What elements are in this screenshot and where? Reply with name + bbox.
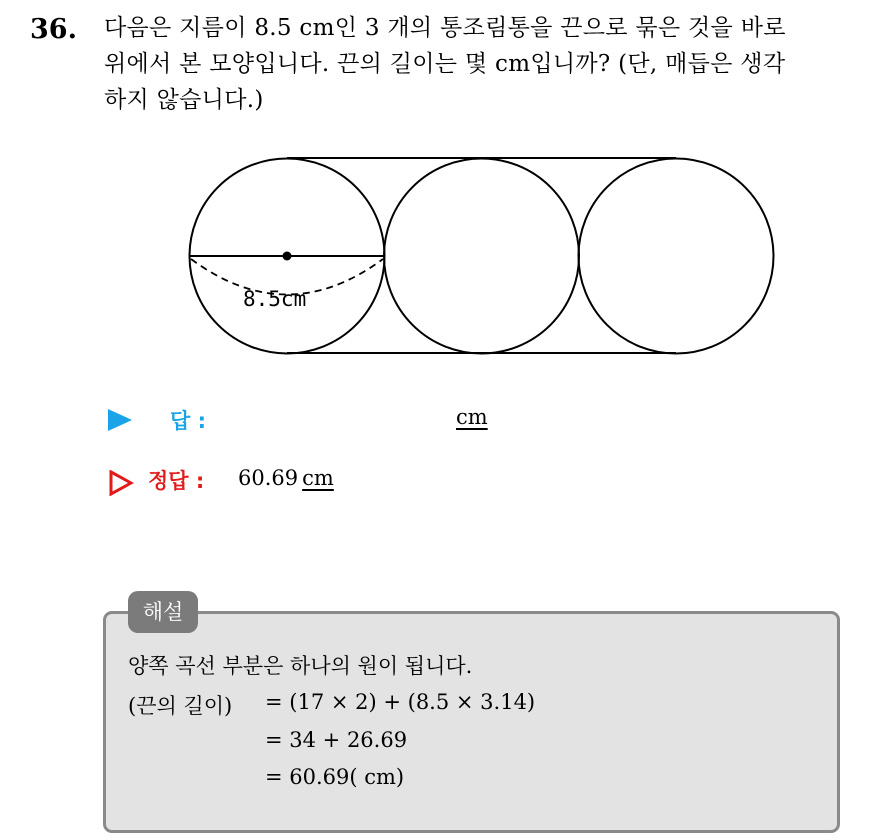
outline-triangle-icon	[108, 470, 134, 496]
can-circle-middle	[384, 159, 579, 354]
answer-label: 답 :	[170, 409, 206, 433]
equation-step-3: = 60.69( cm)	[265, 765, 405, 789]
question-number: 36.	[30, 14, 77, 45]
center-dot	[283, 252, 292, 261]
correct-answer-label: 정답 :	[148, 469, 205, 493]
correct-answer-number: 60.69	[238, 466, 299, 490]
correct-answer-row	[108, 465, 608, 499]
question-line: 위에서 본 모양입니다. 끈의 길이는 몇 cm입니까? (단, 매듭은 생각	[104, 51, 786, 77]
explanation-box	[103, 611, 840, 833]
diameter-label: 8.5cm	[243, 287, 307, 311]
equation-left-side: (끈의 길이)	[128, 694, 233, 718]
answer-unit: cm	[456, 405, 488, 429]
can-circle-right	[579, 159, 774, 354]
correct-answer-value	[238, 466, 334, 490]
explanation-line: 양쪽 곡선 부분은 하나의 원이 됩니다.	[128, 654, 473, 678]
explanation-tag: 해설	[128, 591, 198, 633]
equation-step-2: = 34 + 26.69	[265, 728, 408, 752]
answer-row	[108, 405, 608, 435]
play-triangle-icon	[108, 409, 132, 431]
equation-step-1: = (17 × 2) + (8.5 × 3.14)	[265, 690, 536, 714]
question-line: 다음은 지름이 8.5 cm인 3 개의 통조림통을 끈으로 묶은 것을 바로	[104, 15, 786, 41]
cans-figure	[0, 0, 884, 400]
question-line: 하지 않습니다.)	[104, 87, 264, 113]
correct-answer-unit: cm	[302, 466, 334, 490]
